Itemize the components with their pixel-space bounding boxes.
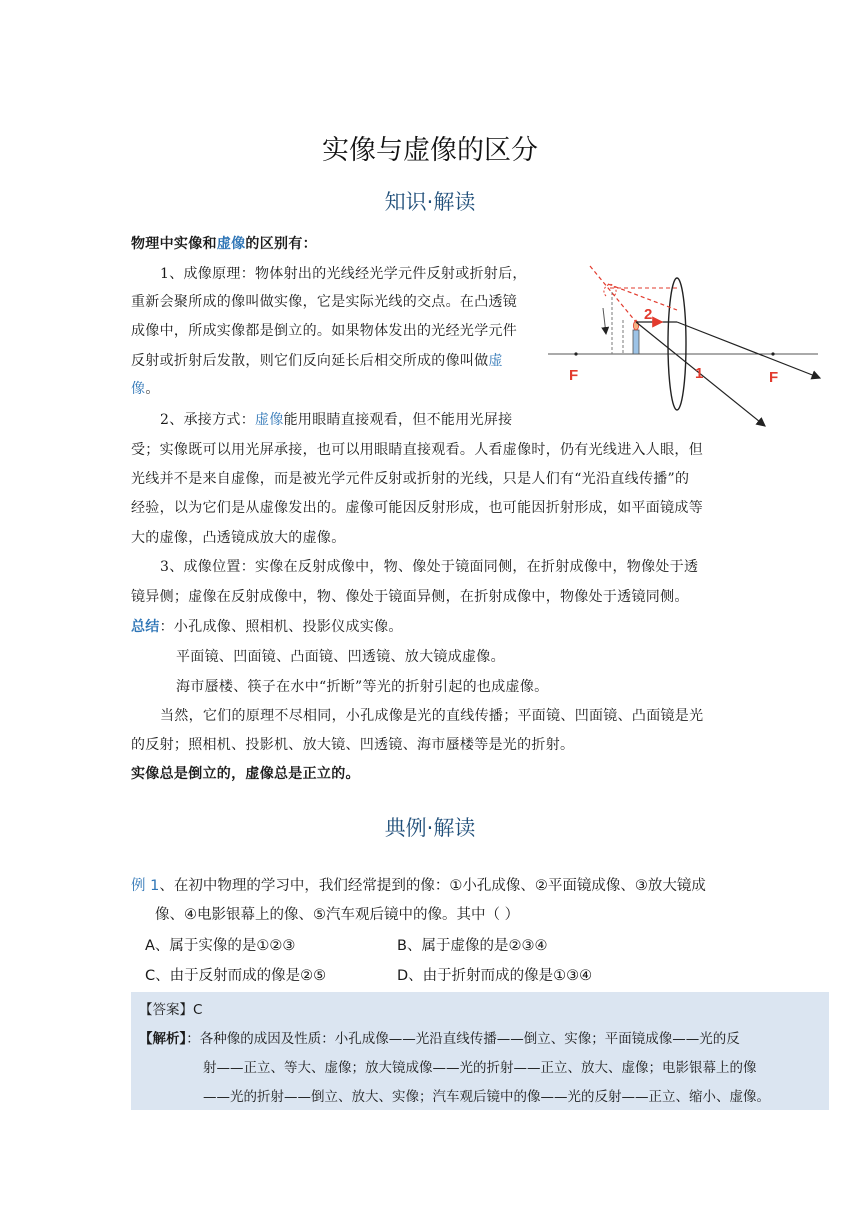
focus-point-left <box>574 352 577 355</box>
p4-line1: 当然，它们的原理不尽相同，小孔成像是光的直线传播；平面镜、凹面镜、凸面镜是光 <box>160 708 704 724</box>
p4-line2: 的反射；照相机、投影机、放大镜、凹透镜、海市蜃楼等是光的折射。 <box>131 737 575 753</box>
example-stem1: 、在初中物理的学习中，我们经常提到的像：①小孔成像、②平面镜成像、③放大镜成 <box>159 878 706 894</box>
small-pointer-arrow <box>603 308 606 334</box>
p2-line1 <box>160 409 512 431</box>
answer-line <box>139 998 202 1018</box>
answer-label: 【答案】 <box>139 1002 193 1018</box>
summary-label: 总结 <box>131 619 160 635</box>
ray-label-1: 1 <box>695 365 704 382</box>
p3-line2: 镜异侧；虚像在反射成像中，物、像处于镜面异侧，在折射成像中，物像处于透镜同侧。 <box>131 589 689 605</box>
summary-line1-text: ：小孔成像、照相机、投影仪成实像。 <box>159 619 403 635</box>
intro-line <box>131 233 317 255</box>
p2-line5: 大的虚像，凸透镜成放大的虚像。 <box>131 530 346 546</box>
p1-line4-link[interactable]: 虚 <box>488 353 503 369</box>
option-b: B、属于虚像的是②③④ <box>397 938 548 954</box>
p1-line5 <box>131 378 160 400</box>
intro-prefix: 物理中实像和 <box>131 236 217 252</box>
conclusion: 实像总是倒立的，虚像总是正立的。 <box>131 766 360 782</box>
p2-line1-rest: 能用眼睛直接观看，但不能用光屏接 <box>283 412 513 428</box>
example-stem-line2: 像、④电影银幕上的像、⑤汽车观后镜中的像。其中（ ） <box>155 907 520 923</box>
p1-line5-link[interactable]: 像 <box>131 381 146 397</box>
summary-line1 <box>131 616 403 638</box>
convex-lens <box>668 278 686 410</box>
candle-object <box>633 330 639 354</box>
p3-line1: 3、成像位置：实像在反射成像中，物、像处于镜面同侧，在折射成像中，物像处于透 <box>160 559 699 575</box>
virtual-ray-ext-1 <box>590 266 636 322</box>
intro-link-virtual-image[interactable]: 虚像 <box>216 236 246 252</box>
explanation-line2: 射——正立、等大、虚像；放大镜成像——光的折射——正立、放大、虚像；电影银幕上的像 <box>203 1060 757 1076</box>
p1-line4 <box>131 350 503 372</box>
focus-point-right <box>771 352 774 355</box>
p2-line1-prefix: 2、承接方式： <box>160 412 256 428</box>
p2-line3: 光线并不是来自虚像，而是被光学元件反射或折射的光线，只是人们有“光沿直线传播”的 <box>131 471 690 487</box>
ray-label-2: 2 <box>644 306 653 323</box>
explanation-line3: ——光的折射——倒立、放大、实像；汽车观后镜中的像——光的反射——正立、缩小、虚像。 <box>203 1089 770 1105</box>
explanation-label: 【解析】 <box>139 1031 187 1047</box>
section-heading-examples: 典例·解读 <box>384 816 476 840</box>
p1-line3: 成像中，所成实像都是倒立的。如果物体发出的光经光学元件 <box>131 323 518 339</box>
focus-label-right: F <box>769 369 779 386</box>
explanation-text1: ：各种像的成因及性质：小孔成像——光沿直线传播——倒立、实像；平面镜成像——光的反 <box>186 1031 740 1047</box>
answer-box <box>131 992 829 1110</box>
section-heading-knowledge: 知识·解读 <box>384 190 476 214</box>
focus-label-left: F <box>569 367 579 384</box>
summary-line2: 平面镜、凹面镜、凸面镜、凹透镜、放大镜成虚像。 <box>176 649 505 665</box>
example-label: 例 1 <box>131 878 160 894</box>
answer-value: C <box>193 1002 203 1018</box>
example-stem-line1 <box>131 874 706 895</box>
p1-line5-text: 。 <box>145 381 160 397</box>
p2-line4: 经验，以为它们是从虚像发出的。虚像可能因反射形成，也可能因折射形成，如平面镜成等 <box>131 500 703 516</box>
intro-suffix: 的区别有： <box>245 236 317 252</box>
convex-lens-diagram <box>540 258 830 430</box>
p2-line2: 受；实像既可以用光屏承接，也可以用眼睛直接观看。人看虚像时，仍有光线进入人眼，但 <box>131 442 703 458</box>
option-c: C、由于反射而成的像是②⑤ <box>145 968 327 984</box>
p1-line1: 1、成像原理：物体射出的光线经光学元件反射或折射后， <box>160 266 527 282</box>
p2-line1-link[interactable]: 虚像 <box>255 412 284 428</box>
option-d: D、由于折射而成的像是①③④ <box>397 968 593 984</box>
p1-line2: 重新会聚所成的像叫做实像，它是实际光线的交点。在凸透镜 <box>131 294 518 310</box>
p1-line4-text: 反射或折射后发散，则它们反向延长后相交所成的像叫做 <box>131 353 489 369</box>
summary-line3: 海市蜃楼、筷子在水中“折断”等光的折射引起的也成虚像。 <box>176 679 549 695</box>
explanation-line1 <box>139 1027 740 1047</box>
document-title: 实像与虚像的区分 <box>322 135 538 166</box>
option-a: A、属于实像的是①②③ <box>145 938 296 954</box>
